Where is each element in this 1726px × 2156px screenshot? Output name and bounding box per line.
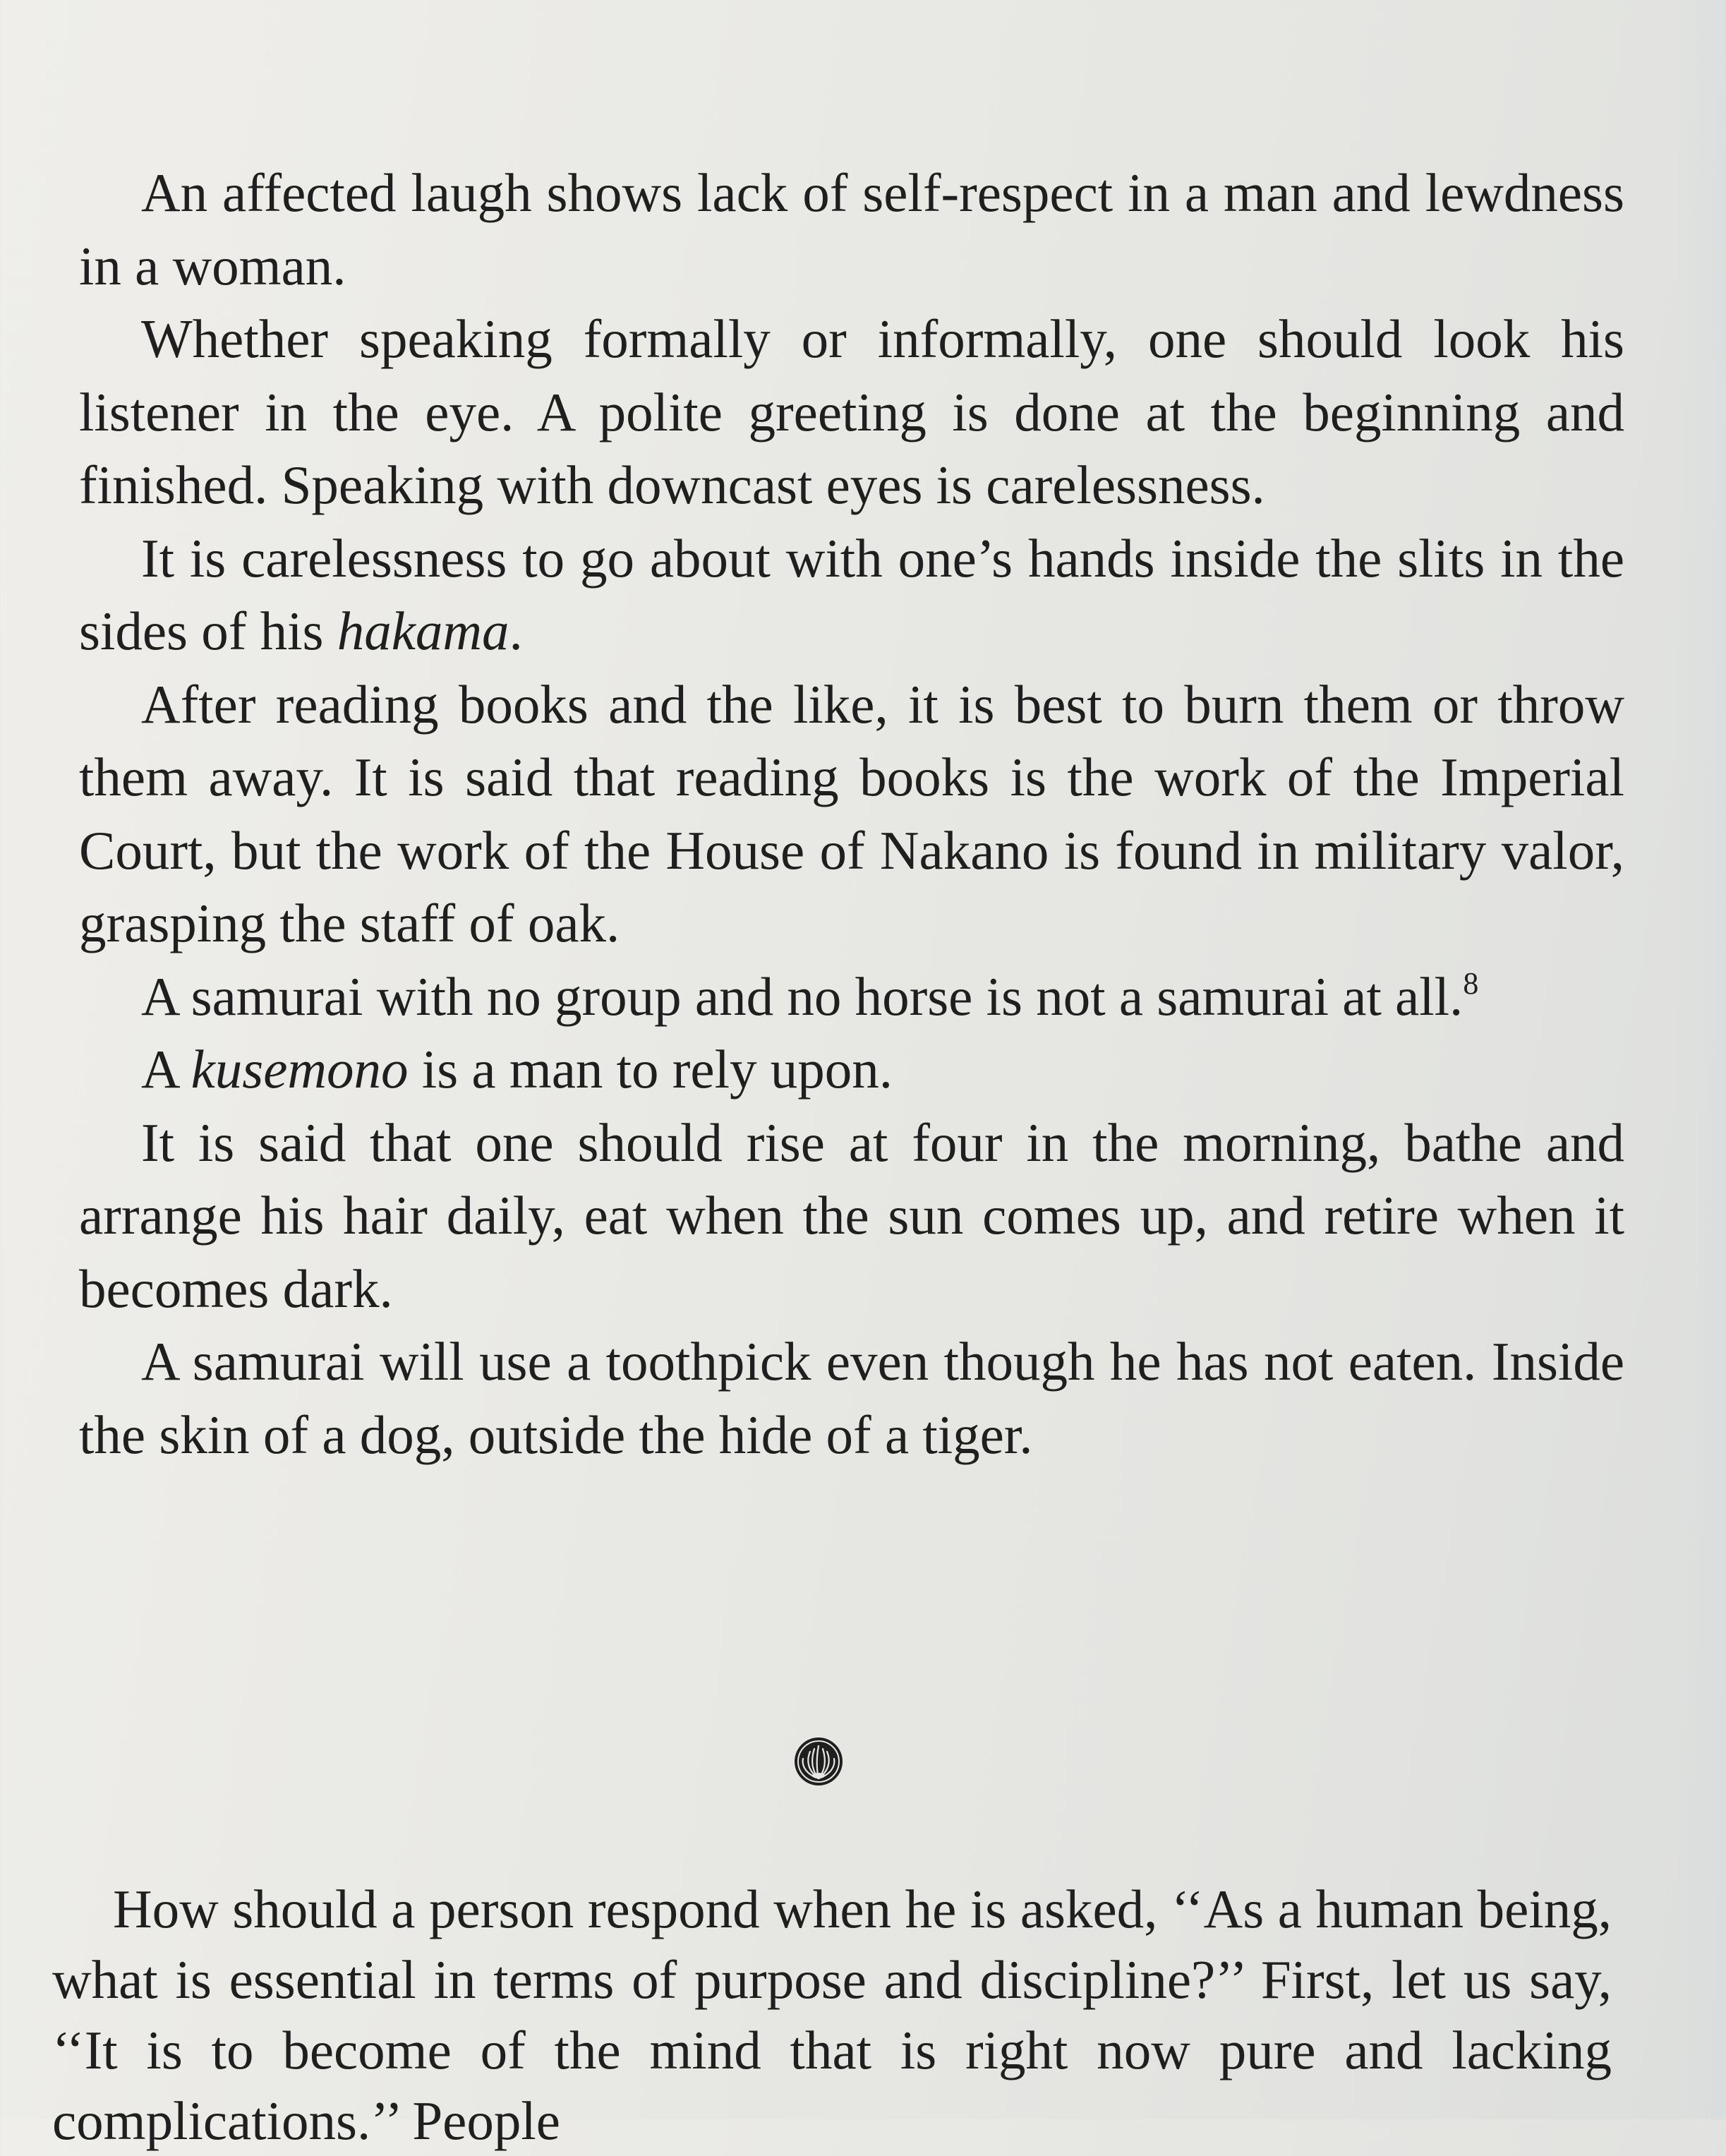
paragraph-kusemono	[79, 1033, 1624, 1107]
paragraph-text-before: It is carelessness to go about with one’s hands inside the slits in the sides of his	[79, 527, 1624, 661]
paragraph-hakama	[79, 522, 1624, 668]
paragraph-text: A samurai will use a toothpick even though he has not eaten. Inside the skin of a dog, outside the hide of a tiger.	[79, 1331, 1624, 1465]
paragraph-essential-purpose	[52, 1874, 1612, 2156]
paragraph-text: After reading books and the like, it is best to burn them or throw them away. It is said that reading books is the work of the Imperial Court, but the work of the House of Nakano is found in military valor, grasping the staff of oak.	[79, 673, 1624, 953]
paragraph-eye-contact	[79, 303, 1624, 522]
paragraph-text: An affected laugh shows lack of self-respect in a man and lewdness in a woman.	[79, 162, 1624, 296]
next-section-text-block	[52, 1874, 1612, 2156]
paragraph-daily-routine	[79, 1107, 1624, 1326]
italic-term-kusemono: kusemono	[191, 1039, 409, 1100]
paragraph-samurai-horse	[79, 960, 1624, 1034]
chrysanthemum-crest-icon	[793, 1736, 844, 1787]
paragraph-text: Whether speaking formally or informally, one should look his listener in the eye. A polite greeting is done at the beginning and finished. Speaking with downcast eyes is carelessness.	[79, 308, 1624, 515]
paragraph-text-after: is a man to rely upon.	[408, 1039, 893, 1100]
paragraph-reading-books	[79, 668, 1624, 960]
paragraph-text-before: A	[141, 1039, 191, 1100]
section-divider	[793, 1736, 844, 1787]
main-text-block	[79, 157, 1624, 1471]
paragraph-text-after: .	[509, 601, 523, 661]
paragraph-text: How should a person respond when he is asked, ‘‘As a human being, what is essential in terms of purpose and discipline?’’ First, let us say, ‘‘It is to become of the mind that is right now pure and lacking complications.’’ People	[52, 1879, 1612, 2151]
paragraph-affected-laugh	[79, 157, 1624, 303]
footnote-marker: 8	[1463, 965, 1479, 1001]
paragraph-toothpick	[79, 1325, 1624, 1471]
page-edge-shadow	[1677, 0, 1726, 2119]
paragraph-text: A samurai with no group and no horse is not a samurai at all.	[141, 965, 1464, 1027]
italic-term-hakama: hakama	[337, 601, 509, 661]
paragraph-text: It is said that one should rise at four in the morning, bathe and arrange his hair daily, eat when the sun comes up, and retire when it becomes dark.	[79, 1112, 1624, 1319]
